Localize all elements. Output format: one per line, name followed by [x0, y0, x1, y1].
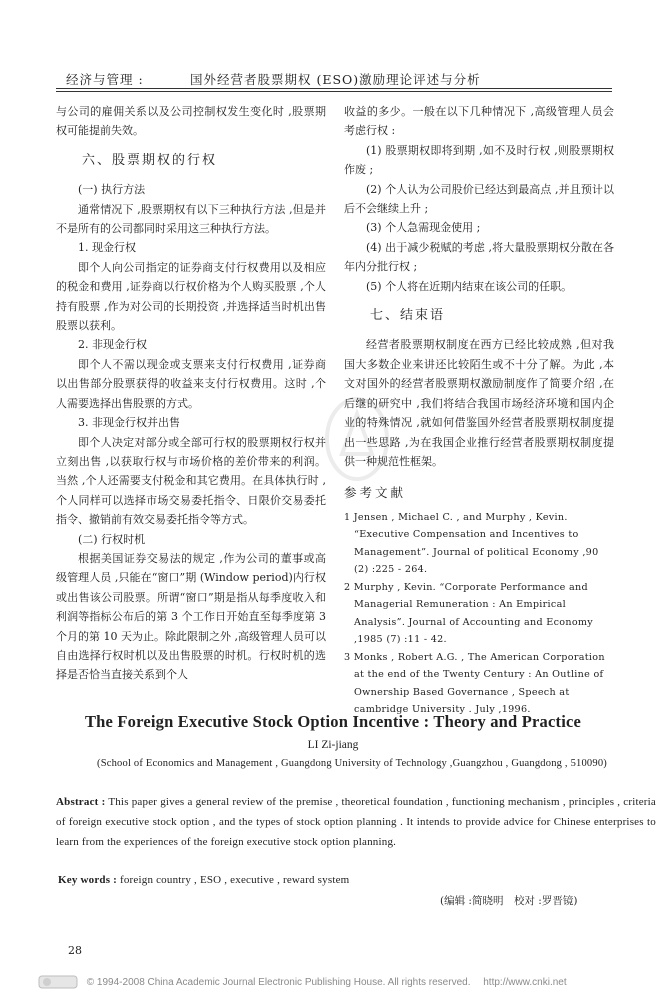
running-title: 国外经营者股票期权 (ESO)激励理论评述与分析 [190, 72, 481, 87]
copyright-text: © 1994-2008 China Academic Journal Electronic Publishing House. All rights reserved. [86, 976, 471, 988]
paragraph: 即个人决定对部分或全部可行权的股票期权行权并立刻出售 ,以获取行权与市场价格的差价带来的利润。当然 ,个人还需要支付税金和其它费用。在具体执行时 ,个人同样可以选择市场交易委托指令、日限价交易委托指令、撤销前有效交易委托指令等方式。 [56, 435, 326, 527]
subsection-heading: (一) 执行方法 [78, 183, 146, 197]
list-item: (4) 出于减少税赋的考虑 ,将大量股票期权分散在各年内分批行权 ; [344, 240, 614, 274]
list-item: (5) 个人将在近期内结束在该公司的任职。 [366, 279, 573, 293]
method-heading: 3. 非现金行权并出售 [78, 416, 180, 430]
reference-item: 1 Jensen , Michael C. , and Murphy , Kevin. “Executive Compensation and Incentives to Management”. Journal of political Economy ,90 (2) :225 - 264. [344, 511, 599, 576]
english-abstract [56, 792, 656, 852]
page-number: 28 [68, 944, 82, 957]
list-item: (2) 个人认为公司股价已经达到最高点 ,并且预计以后不会继续上升 ; [344, 182, 614, 216]
english-affiliation: (School of Economics and Management , Guangdong University of Technology ,Guangzhou , Guangdong , 510090) [97, 758, 607, 769]
abstract-text: This paper gives a general review of the premise , theoretical foundation , functioning mechanism , principles , criteria of foreign executive stock option , and the types of stock option planning . It intends to provide advice for Chinese enterprises to learn from the experiences of the foreign executive stock option planning. [56, 796, 656, 848]
paragraph: 经营者股票期权制度在西方已经比较成熟 ,但对我国大多数企业来讲还比较陌生或不十分了解。为此 ,本文对国外的经营者股票期权激励制度作了简要介绍 ,在后继的研究中 ,我们将结合我国市场经济环境和国内企业的特殊情况 ,就如何借鉴国外经营者股票期权制度提出一些思路 ,为在我国企业推行经营者股票期权制度提供一种规范性框架。 [344, 338, 614, 468]
header-rule [56, 88, 612, 89]
abstract-label: Abstract : [56, 796, 106, 808]
journal-name: 经济与管理 : [66, 72, 144, 87]
list-item: (3) 个人急需现金使用 ; [366, 221, 481, 235]
paragraph: 与公司的雇佣关系以及公司控制权发生变化时 ,股票期权可能提前失效。 [56, 105, 326, 138]
english-author: LI Zi-jiang [307, 739, 359, 751]
paragraph: 通常情况下 ,股票期权有以下三种执行方法 ,但是并不是所有的公司都同时采用这三种执行方法。 [56, 202, 326, 236]
right-column [344, 102, 614, 719]
subsection-heading: (二) 行权时机 [78, 532, 146, 546]
reference-item: 2 Murphy , Kevin. “Corporate Performance and Managerial Remuneration : An Empirical Analysis”. Journal of Accounting and Economy ,1985 (7) :11 - 42. [344, 581, 594, 646]
method-heading: 2. 非现金行权 [78, 338, 147, 352]
section-heading-6: 六、股票期权的行权 [82, 152, 218, 168]
english-title: The Foreign Executive Stock Option Incentive : Theory and Practice [84, 712, 582, 731]
copyright-footer [38, 974, 628, 990]
left-column [56, 102, 326, 685]
references-heading: 参考文献 [344, 485, 407, 501]
list-item: (1) 股票期权即将到期 ,如不及时行权 ,则股票期权作废 ; [344, 143, 614, 177]
method-heading: 1. 现金行权 [78, 241, 136, 255]
cnki-logo-icon [38, 974, 78, 990]
header-rule-thin [56, 91, 612, 92]
keywords [58, 874, 349, 886]
section-heading-7: 七、结束语 [370, 308, 446, 324]
footer-link[interactable]: http://www.cnki.net [483, 976, 567, 988]
paragraph: 根据美国证券交易法的规定 ,作为公司的董事或高级管理人员 ,只能在“窗口”期 (Window period)内行权或出售该公司股票。所谓“窗口”期是指从每季度收入和利润等指标公布后的第 3 个工作日开始直至每季度第 3 个月的第 10 天为止。除此限制之外 ,高级管理人员可以自由选择行权时机以及出售股票的时机。行权时机的选择是否恰当直接关系到个人 [56, 551, 326, 682]
keywords-text: foreign country , ESO , executive , reward system [119, 874, 350, 886]
paragraph: 即个人不需以现金或支票来支付行权费用 ,证券商以出售部分股票获得的收益来支付行权费用。这时 ,个人需要选择出售股票的方式。 [56, 357, 326, 410]
paragraph: 收益的多少。一般在以下几种情况下 ,高级管理人员会考虑行权 : [344, 105, 614, 138]
paragraph: 即个人向公司指定的证券商支付行权费用以及相应的税金和费用 ,证券商以行权价格为个人购买股票 ,个人持有股票 ,作为对公司的长期投资 ,并选择适当时机出售股票以获利。 [56, 260, 326, 333]
reference-item: 3 Monks , Robert A.G. , The American Corporation at the end of the Twenty Century : An Outline of Ownership Based Governance , Speech at cambridge University . July ,1996. [344, 651, 605, 716]
editor-note: (编辑 :简晓明 校对 :罗晋镜) [440, 895, 578, 907]
keywords-label: Key words : [58, 874, 118, 886]
